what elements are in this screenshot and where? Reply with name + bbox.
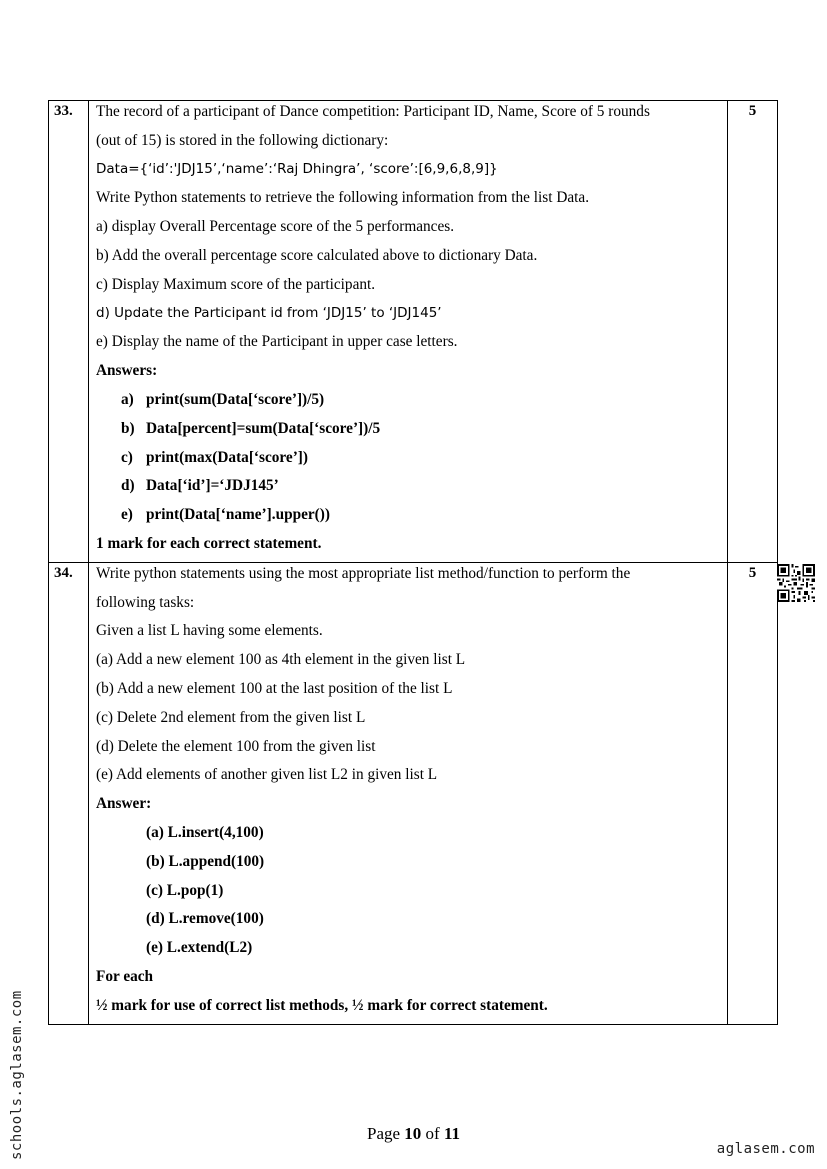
answer-item: (d) L.remove(100) bbox=[146, 910, 264, 928]
answer-text: Data[percent]=sum(Data[‘score’])/5 bbox=[146, 419, 381, 437]
answer-text: print(sum(Data[‘score’])/5) bbox=[146, 390, 325, 408]
answer-item bbox=[96, 418, 719, 447]
question-row-33 bbox=[49, 101, 778, 563]
marks-cell bbox=[728, 562, 778, 1024]
total-pages: 11 bbox=[443, 1124, 461, 1143]
answer-text: print(Data[‘name’].upper()) bbox=[146, 506, 330, 524]
marking-scheme: For each bbox=[96, 967, 154, 985]
answer-label: e) bbox=[121, 506, 133, 524]
question-body-33 bbox=[89, 101, 728, 563]
question-text-line: a) display Overall Percentage score of the 5 performances. bbox=[96, 218, 455, 236]
question-text-line: (out of 15) is stored in the following dictionary: bbox=[96, 131, 389, 149]
question-text-line: b) Add the overall percentage score calculated above to dictionary Data. bbox=[96, 246, 538, 264]
answer-item: (c) L.pop(1) bbox=[146, 881, 224, 899]
question-code-line: Data={‘id’:'JDJ15’,‘name’:‘Raj Dhingra’, ‘score’:[6,9,6,8,9]} bbox=[96, 160, 498, 177]
question-text-line: (a) Add a new element 100 as 4th element in the given list L bbox=[96, 651, 466, 669]
answer-label: a) bbox=[121, 390, 134, 408]
question-text-line: Given a list L having some elements. bbox=[96, 622, 323, 640]
question-text-line: (c) Delete 2nd element from the given list L bbox=[96, 708, 366, 726]
question-table bbox=[48, 100, 778, 1025]
answer-label: c) bbox=[121, 448, 133, 466]
marking-scheme: 1 mark for each correct statement. bbox=[96, 534, 322, 552]
watermark-side: schools.aglasem.com bbox=[9, 990, 25, 1160]
question-number-cell bbox=[49, 101, 89, 563]
footer-middle: of bbox=[421, 1124, 444, 1143]
answer-item bbox=[96, 504, 719, 533]
question-text-line: (e) Add elements of another given list L2 in given list L bbox=[96, 766, 438, 784]
question-text-line: e) Display the name of the Participant in upper case letters. bbox=[96, 333, 458, 351]
answer-item: (a) L.insert(4,100) bbox=[146, 823, 264, 841]
question-text-line: The record of a participant of Dance competition: Participant ID, Name, Score of 5 rounds bbox=[96, 103, 650, 120]
answer-item bbox=[96, 475, 719, 504]
question-text-line: c) Display Maximum score of the participant. bbox=[96, 275, 376, 293]
marks-value: 5 bbox=[748, 564, 757, 581]
answer-label: b) bbox=[121, 419, 135, 437]
answer-label: d) bbox=[121, 477, 135, 495]
question-text-line: Write Python statements to retrieve the following information from the list Data. bbox=[96, 189, 590, 207]
answer-text: Data[‘id’]=‘JDJ145’ bbox=[146, 477, 279, 495]
footer-prefix: Page bbox=[366, 1124, 405, 1143]
watermark-corner: aglasem.com bbox=[716, 1141, 815, 1157]
answer-item bbox=[96, 447, 719, 476]
answer-item: (e) L.extend(L2) bbox=[146, 939, 253, 957]
answer-item: (b) L.append(100) bbox=[146, 852, 265, 870]
answer-heading: Answer: bbox=[96, 795, 152, 813]
question-number-cell bbox=[49, 562, 89, 1024]
answer-text: print(max(Data[‘score’]) bbox=[146, 448, 308, 466]
page-footer bbox=[0, 1124, 827, 1144]
question-number: 34. bbox=[54, 564, 73, 581]
question-row-34 bbox=[49, 562, 778, 1024]
question-text-line: (d) Delete the element 100 from the given list bbox=[96, 737, 376, 755]
question-body-34 bbox=[89, 562, 728, 1024]
question-number: 33. bbox=[54, 103, 73, 119]
question-text-line: d) Update the Participant id from ‘JDJ15’ to ‘JDJ145’ bbox=[96, 304, 442, 321]
marking-scheme: ½ mark for use of correct list methods, ½ mark for correct statement. bbox=[96, 996, 548, 1014]
marks-value: 5 bbox=[748, 103, 757, 119]
answer-heading: Answers: bbox=[96, 362, 158, 380]
question-text-line: (b) Add a new element 100 at the last position of the list L bbox=[96, 679, 453, 697]
question-text-line: Write python statements using the most appropriate list method/function to perform the bbox=[96, 564, 631, 582]
qr-code-icon[interactable] bbox=[777, 564, 815, 602]
marks-cell bbox=[728, 101, 778, 563]
question-text-line: following tasks: bbox=[96, 593, 195, 611]
answer-item bbox=[96, 389, 719, 418]
current-page-number: 10 bbox=[404, 1124, 422, 1143]
